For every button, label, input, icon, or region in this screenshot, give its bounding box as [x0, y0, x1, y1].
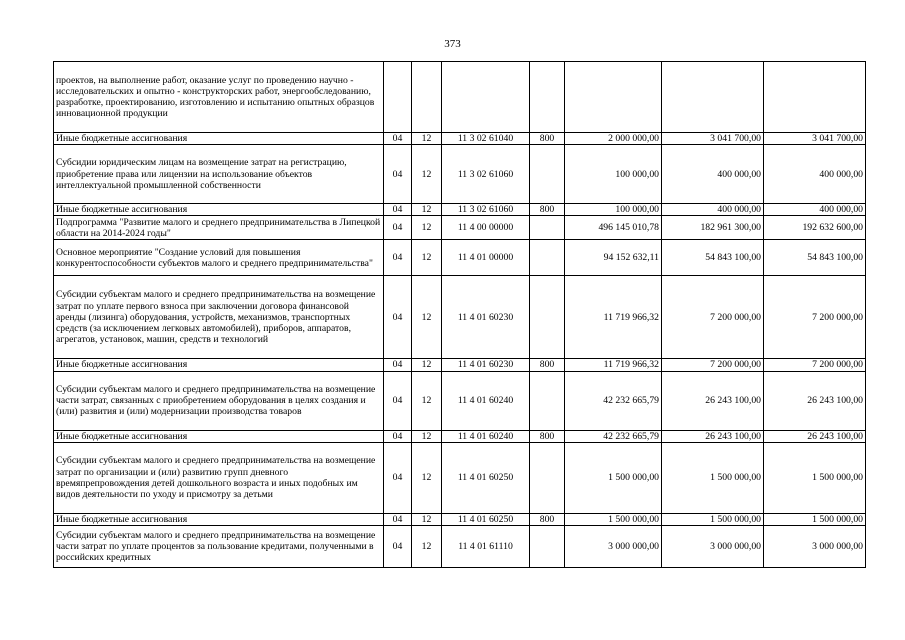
cell-section: 04 — [384, 513, 412, 525]
cell-target-article: 11 4 00 00000 — [442, 216, 530, 240]
cell-subsection: 12 — [412, 442, 442, 513]
cell-amount-3: 192 632 600,00 — [764, 216, 866, 240]
cell-amount-3: 7 200 000,00 — [764, 359, 866, 371]
cell-amount-2: 3 041 700,00 — [662, 133, 764, 145]
cell-amount-1: 100 000,00 — [565, 145, 662, 204]
cell-amount-2: 7 200 000,00 — [662, 359, 764, 371]
table-row — [54, 133, 866, 145]
cell-section: 04 — [384, 133, 412, 145]
cell-target-article: 11 4 01 60230 — [442, 359, 530, 371]
cell-name: Иные бюджетные ассигнования — [54, 513, 384, 525]
cell-amount-2: 182 961 300,00 — [662, 216, 764, 240]
cell-name: Иные бюджетные ассигнования — [54, 133, 384, 145]
cell-amount-1: 1 500 000,00 — [565, 442, 662, 513]
cell-expense-type: 800 — [530, 430, 565, 442]
cell-expense-type: 800 — [530, 204, 565, 216]
cell-amount-1 — [565, 62, 662, 133]
cell-section: 04 — [384, 526, 412, 568]
cell-amount-2: 400 000,00 — [662, 204, 764, 216]
cell-expense-type — [530, 62, 565, 133]
cell-expense-type — [530, 442, 565, 513]
cell-amount-3: 3 000 000,00 — [764, 526, 866, 568]
cell-amount-2: 400 000,00 — [662, 145, 764, 204]
cell-amount-1: 11 719 966,32 — [565, 359, 662, 371]
cell-subsection: 12 — [412, 216, 442, 240]
table-row — [54, 526, 866, 568]
cell-amount-1: 42 232 665,79 — [565, 430, 662, 442]
cell-amount-1: 2 000 000,00 — [565, 133, 662, 145]
cell-target-article: 11 4 01 60240 — [442, 371, 530, 430]
table-row — [54, 145, 866, 204]
cell-expense-type — [530, 240, 565, 276]
cell-amount-2: 1 500 000,00 — [662, 442, 764, 513]
cell-amount-3: 400 000,00 — [764, 145, 866, 204]
cell-expense-type — [530, 276, 565, 359]
cell-subsection — [412, 62, 442, 133]
cell-name: Субсидии субъектам малого и среднего предпринимательства на возмещение затрат по уплате первого взноса при заключении договора финансовой аренды (лизинга) оборудования, устройств, механизмов, транспортных средств (за исключением легковых автомобилей), приборов, аппаратов, агрегатов, установок, машин, средств и технологий — [54, 276, 384, 359]
cell-section: 04 — [384, 216, 412, 240]
cell-expense-type: 800 — [530, 359, 565, 371]
cell-amount-3: 400 000,00 — [764, 204, 866, 216]
table-row — [54, 442, 866, 513]
table-row — [54, 276, 866, 359]
cell-subsection: 12 — [412, 430, 442, 442]
cell-amount-3 — [764, 62, 866, 133]
cell-target-article: 11 3 02 61060 — [442, 145, 530, 204]
budget-table — [53, 61, 866, 568]
cell-target-article: 11 4 01 60230 — [442, 276, 530, 359]
cell-name: Иные бюджетные ассигнования — [54, 204, 384, 216]
cell-subsection: 12 — [412, 371, 442, 430]
table-row — [54, 359, 866, 371]
cell-subsection: 12 — [412, 526, 442, 568]
cell-subsection: 12 — [412, 240, 442, 276]
table-row — [54, 204, 866, 216]
cell-subsection: 12 — [412, 513, 442, 525]
cell-amount-2: 54 843 100,00 — [662, 240, 764, 276]
cell-name: Субсидии юридическим лицам на возмещение затрат на регистрацию, приобретение права или лицензии на использование объектов интеллектуальной промышленной собственности — [54, 145, 384, 204]
table-row — [54, 240, 866, 276]
cell-section: 04 — [384, 371, 412, 430]
table-row — [54, 513, 866, 525]
cell-section: 04 — [384, 430, 412, 442]
cell-target-article: 11 4 01 61110 — [442, 526, 530, 568]
cell-target-article: 11 4 01 60240 — [442, 430, 530, 442]
cell-section: 04 — [384, 204, 412, 216]
cell-expense-type: 800 — [530, 513, 565, 525]
cell-amount-1: 100 000,00 — [565, 204, 662, 216]
cell-name: Субсидии субъектам малого и среднего предпринимательства на возмещение части затрат по уплате процентов за пользование кредитами, полученными в российских кредитных — [54, 526, 384, 568]
cell-amount-3: 26 243 100,00 — [764, 371, 866, 430]
table-row — [54, 62, 866, 133]
cell-target-article: 11 4 01 60250 — [442, 513, 530, 525]
cell-section: 04 — [384, 240, 412, 276]
cell-amount-1: 94 152 632,11 — [565, 240, 662, 276]
cell-subsection: 12 — [412, 359, 442, 371]
cell-target-article: 11 4 01 60250 — [442, 442, 530, 513]
cell-amount-1: 1 500 000,00 — [565, 513, 662, 525]
cell-amount-1: 11 719 966,32 — [565, 276, 662, 359]
cell-expense-type — [530, 371, 565, 430]
cell-subsection: 12 — [412, 276, 442, 359]
table-row — [54, 216, 866, 240]
cell-section — [384, 62, 412, 133]
page-number: 373 — [444, 38, 461, 50]
cell-name: Основное мероприятие "Создание условий для повышения конкурентоспособности субъектов малого и среднего предпринимательства" — [54, 240, 384, 276]
cell-subsection: 12 — [412, 133, 442, 145]
cell-amount-1: 3 000 000,00 — [565, 526, 662, 568]
cell-amount-2: 26 243 100,00 — [662, 371, 764, 430]
cell-target-article: 11 3 02 61060 — [442, 204, 530, 216]
cell-name: Субсидии субъектам малого и среднего предпринимательства на возмещение части затрат, связанных с приобретением оборудования в целях создания и (или) развития и (или) модернизации производства товаров — [54, 371, 384, 430]
cell-expense-type — [530, 145, 565, 204]
cell-amount-2: 1 500 000,00 — [662, 513, 764, 525]
cell-name: Иные бюджетные ассигнования — [54, 359, 384, 371]
cell-amount-2: 26 243 100,00 — [662, 430, 764, 442]
cell-section: 04 — [384, 442, 412, 513]
cell-amount-2: 7 200 000,00 — [662, 276, 764, 359]
cell-amount-3: 3 041 700,00 — [764, 133, 866, 145]
cell-expense-type — [530, 216, 565, 240]
cell-amount-2 — [662, 62, 764, 133]
cell-amount-3: 1 500 000,00 — [764, 513, 866, 525]
cell-section: 04 — [384, 145, 412, 204]
cell-subsection: 12 — [412, 145, 442, 204]
cell-section: 04 — [384, 276, 412, 359]
cell-target-article — [442, 62, 530, 133]
table-row — [54, 371, 866, 430]
cell-amount-2: 3 000 000,00 — [662, 526, 764, 568]
cell-expense-type: 800 — [530, 133, 565, 145]
cell-expense-type — [530, 526, 565, 568]
cell-section: 04 — [384, 359, 412, 371]
cell-amount-3: 7 200 000,00 — [764, 276, 866, 359]
cell-name: Подпрограмма "Развитие малого и среднего предпринимательства в Липецкой области на 2014-2024 годы" — [54, 216, 384, 240]
cell-amount-3: 26 243 100,00 — [764, 430, 866, 442]
table-row — [54, 430, 866, 442]
cell-amount-3: 54 843 100,00 — [764, 240, 866, 276]
cell-name: проектов, на выполнение работ, оказание услуг по проведению научно - исследовательских и опытно - конструкторских работ, энергообследованию, разработке, проектированию, изготовлению и испытанию опытных образцов инновационной продукции — [54, 62, 384, 133]
cell-amount-1: 496 145 010,78 — [565, 216, 662, 240]
cell-amount-3: 1 500 000,00 — [764, 442, 866, 513]
cell-target-article: 11 3 02 61040 — [442, 133, 530, 145]
cell-target-article: 11 4 01 00000 — [442, 240, 530, 276]
cell-name: Иные бюджетные ассигнования — [54, 430, 384, 442]
cell-amount-1: 42 232 665,79 — [565, 371, 662, 430]
cell-subsection: 12 — [412, 204, 442, 216]
cell-name: Субсидии субъектам малого и среднего предпринимательства на возмещение затрат по организации и (или) развитию групп дневного времяпрепровождения детей дошкольного возраста и иных подобных им видов деятельности по уходу и присмотру за детьми — [54, 442, 384, 513]
